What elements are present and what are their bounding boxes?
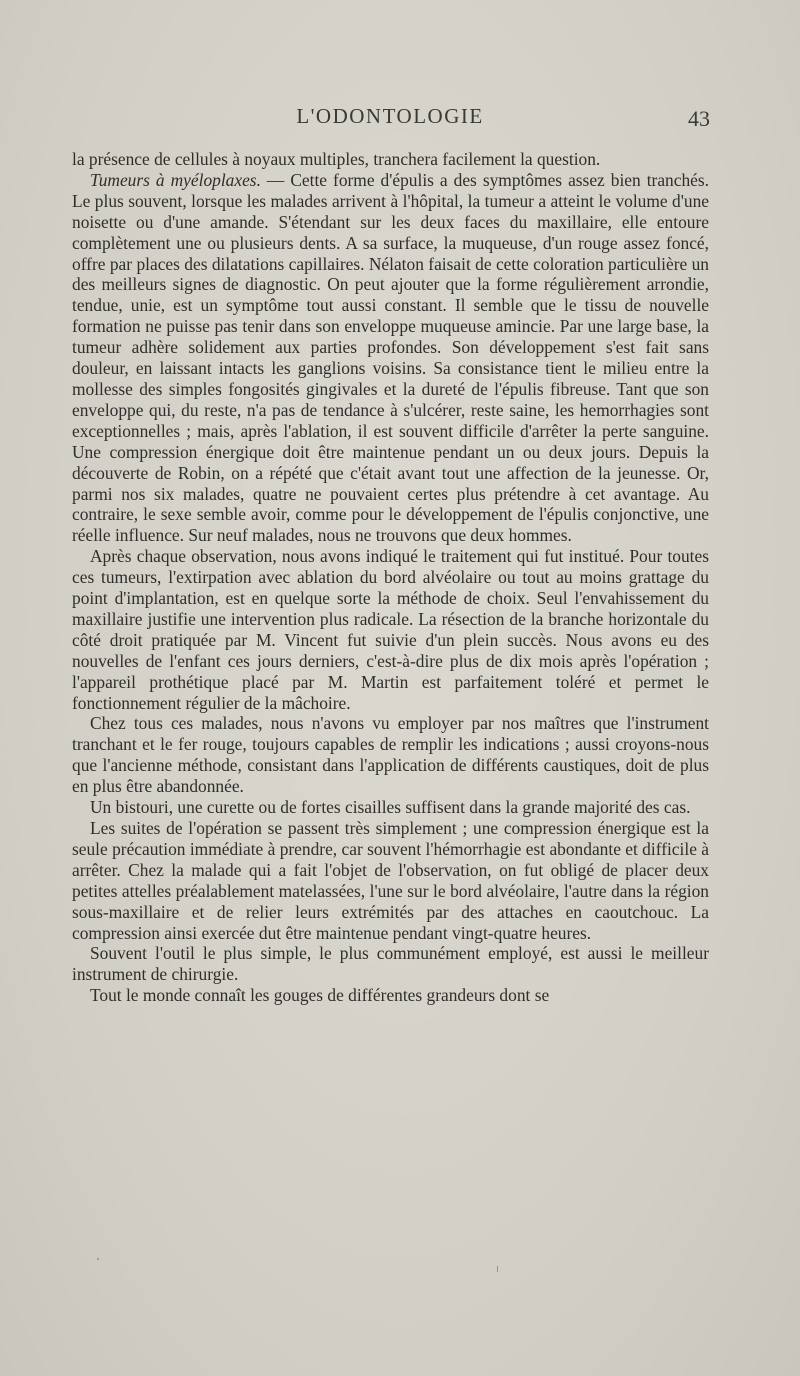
paper-speck: [97, 1258, 99, 1260]
running-head: [70, 104, 710, 136]
paragraph-suites: Les suites de l'opération se passent très simplement ; une compression énergique est la seule précaution immédiate à prendre, car souvent l'hémorrhagie est abondante et difficile à arrêter. Chez la malade qui a fait l'objet de l'observation, on fut obligé de placer deux petites attelles préalablement matelassées, l'une sur le bord alvéolaire, l'autre dans la région sous-maxillaire et de relier leurs extrémités par des attaches en caoutchouc. La compression ainsi exercée dut être maintenue pendant vingt-quatre heures.: [72, 818, 709, 943]
paragraph-gouges: Tout le monde connaît les gouges de différentes grandeurs dont se: [90, 985, 550, 1006]
section-heading-italic: Tumeurs à myéloplaxes.: [90, 169, 261, 190]
paragraph-bistouri: Un bistouri, une curette ou de fortes cisailles suffisent dans la grande majorité des cas.: [90, 797, 691, 818]
paragraph-myeloplaxes: [72, 170, 709, 546]
paragraph-text: — Cette forme d'épulis a des symptômes assez bien tranchés. Le plus souvent, lorsque les malades arrivent à l'hôpital, la tumeur a atteint le volume d'une noisette ou d'une amande. S'étendant sur les deux faces du maxillaire, elle entoure complètement une ou plusieurs dents. A sa surface, la muqueuse, d'un rouge assez foncé, offre par places des dilatations capillaires. Nélaton faisait de cette coloration particulière un des meilleurs signes de diagnostic. On peut ajouter que la forme régulièrement arrondie, tendue, unie, est un symptôme tout aussi constant. Il semble que le tissu de nouvelle formation ne puisse pas tenir dans son enveloppe muqueuse amincie. Par une large base, la tumeur adhère solidement aux parties profondes. Son développement s'est fait sans douleur, en laissant intacts les ganglions voisins. Sa consistance tient le milieu entre la mollesse des simples fongosités gingivales et la dureté de l'épulis fibreuse. Tant que son enveloppe qui, du reste, n'a pas de tendance à s'ulcérer, reste saine, les hemorrhagies sont exceptionnelles ; mais, après l'ablation, il est souvent difficile d'arrêter la perte sanguine. Une compression énergique doit être maintenue pendant un ou deux jours. Depuis la découverte de Robin, on a répété que c'était avant tout une affection de la jeunesse. Or, parmi nos six malades, quatre ne pouvaient certes plus prétendre à cet avantage. Au contraire, le sexe semble avoir, comme pour le développement de l'épulis conjonctive, une réelle influence. Sur neuf malades, nous ne trouvons que deux hommes.: [72, 169, 709, 546]
paragraph-outil: Souvent l'outil le plus simple, le plus communément employé, est aussi le meilleur instrument de chirurgie.: [72, 943, 709, 985]
body-text: [72, 149, 709, 1006]
paragraph-instruments: Chez tous ces malades, nous n'avons vu employer par nos maîtres que l'instrument tranchant et le fer rouge, toujours capables de remplir les indications ; aussi croyons-nous que l'ancienne méthode, consistant dans l'application de différents caustiques, doit de plus en plus être abandonnée.: [72, 713, 709, 797]
paragraph-continuation: la présence de cellules à noyaux multiples, tranchera facilement la question.: [72, 149, 601, 169]
paragraph-treatment: Après chaque observation, nous avons indiqué le traitement qui fut institué. Pour toutes ces tumeurs, l'extirpation avec ablation du bord alvéolaire ou tout au moins grattage du point d'implantation, est en quelque sorte la méthode de choix. Seul l'envahissement du maxillaire justifie une intervention plus radicale. La résection de la branche horizontale du côté droit pratiquée par M. Vincent fut suivie d'un plein succès. Nous avons eu des nouvelles de l'enfant ces jours derniers, c'est-à-dire plus de dix mois après l'opération ; l'appareil prothétique placé par M. Martin est parfaitement toléré et permet le fonctionnement régulier de la mâchoire.: [72, 546, 709, 713]
running-title: L'ODONTOLOGIE: [296, 104, 484, 128]
paper-speck: [497, 1266, 498, 1272]
page-number: 43: [688, 106, 710, 131]
